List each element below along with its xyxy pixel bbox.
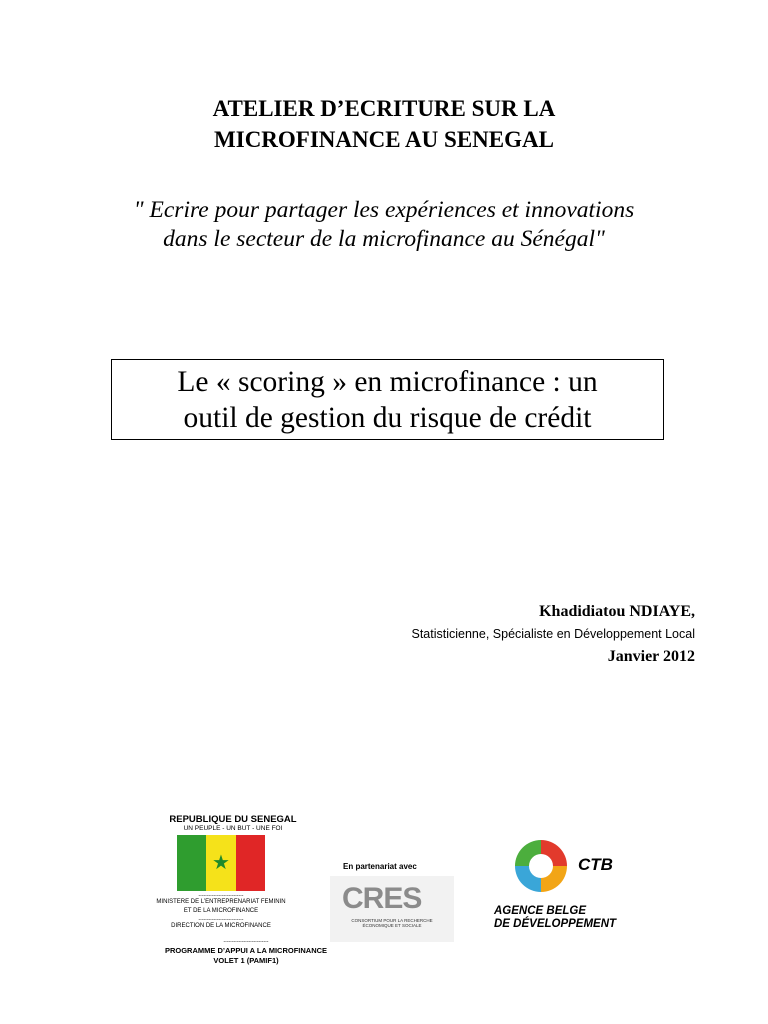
publication-date: Janvier 2012 xyxy=(607,648,695,665)
document-title-box xyxy=(111,359,664,440)
program-line1: PROGRAMME D’APPUI A LA MICROFINANCE xyxy=(164,946,328,955)
divider-dashes-1: --------------------------- xyxy=(198,893,244,899)
author-block xyxy=(411,602,695,667)
republic-motto: UN PEUPLE - UN BUT - UNE FOI xyxy=(183,825,283,832)
partner-caption: En partenariat avec xyxy=(343,862,417,871)
program-line2: VOLET 1 (PAMIF1) xyxy=(213,956,279,965)
ministry-line1: MINISTERE DE L’ENTREPRENARIAT FEMININ xyxy=(156,899,286,905)
document-title-line2: outil de gestion du risque de crédit xyxy=(183,402,592,434)
document-title-line1: Le « scoring » en microfinance : un xyxy=(177,366,598,398)
senegal-republic-logo xyxy=(148,815,344,975)
directorate-name: DIRECTION DE LA MICROFINANCE xyxy=(171,923,271,929)
workshop-subtitle xyxy=(0,196,768,254)
author-role: Statisticienne, Spécialiste en Développement Local xyxy=(411,627,695,641)
workshop-subtitle-line2: dans le secteur de la microfinance au Sénégal" xyxy=(163,226,605,252)
republic-name: REPUBLIQUE DU SENEGAL xyxy=(169,814,297,825)
author-name: Khadidiatou NDIAYE, xyxy=(539,603,695,620)
ctb-agency-line1: AGENCE BELGE xyxy=(494,905,587,917)
ctb-agency-name xyxy=(494,905,616,931)
senegal-flag-icon: ★ xyxy=(177,835,265,891)
cres-partner-logo xyxy=(330,862,454,942)
ctb-agency-logo xyxy=(494,838,624,938)
workshop-heading xyxy=(0,93,768,155)
ministry-line2: ET DE LA MICROFINANCE xyxy=(183,908,259,914)
divider-dashes-3: --------------------------- xyxy=(223,939,269,945)
ctb-agency-line2: DE DÉVELOPPEMENT xyxy=(494,918,617,930)
cres-subtitle: CONSORTIUM POUR LA RECHERCHE ÉCONOMIQUE ET SOCIALE xyxy=(351,918,433,928)
divider-dashes-2: --------------------------- xyxy=(198,917,244,923)
cres-logo-icon xyxy=(330,876,454,942)
ctb-emblem-icon xyxy=(515,840,567,892)
workshop-heading-line1: ATELIER D’ECRITURE SUR LA xyxy=(212,96,556,121)
ctb-label: CTB xyxy=(578,855,613,874)
workshop-heading-line2: MICROFINANCE AU SENEGAL xyxy=(214,127,554,152)
cres-wordmark: CRES xyxy=(342,882,422,915)
workshop-subtitle-line1: " Ecrire pour partager les expériences et innovations xyxy=(133,197,635,223)
